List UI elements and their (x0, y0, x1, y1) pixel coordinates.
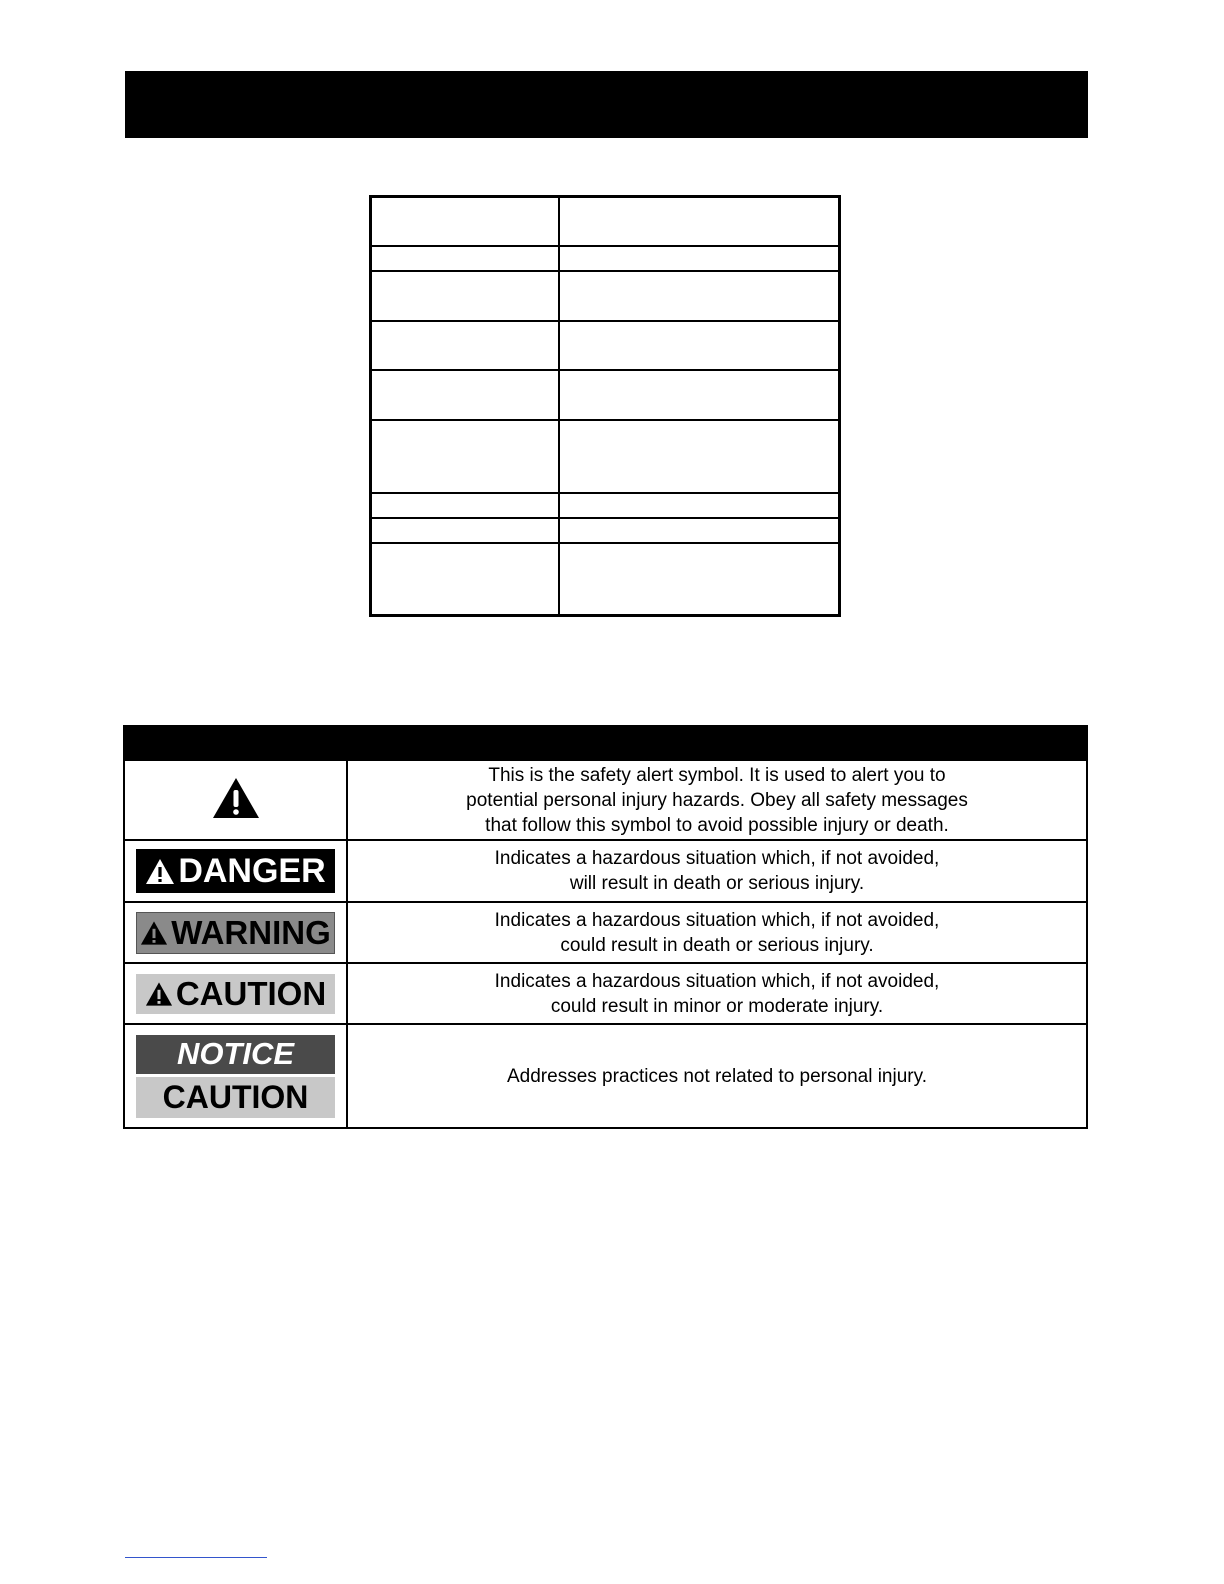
description-line: potential personal injury hazards. Obey all safety messages (466, 789, 968, 811)
spec-key-cell (371, 197, 560, 246)
spec-row (371, 518, 840, 543)
warning-label (136, 912, 335, 954)
safety-symbols-table (123, 725, 1088, 1129)
safety-row-notice (124, 1024, 1087, 1128)
spec-value-cell (559, 493, 840, 518)
safety-alert-icon (211, 776, 261, 820)
safety-description-cell (347, 963, 1087, 1024)
spec-key-cell (371, 246, 560, 271)
safety-description-cell (347, 902, 1087, 963)
safety-symbol-cell (124, 840, 347, 902)
spec-row (371, 246, 840, 271)
spec-value-cell (559, 370, 840, 420)
warning-label-text: WARNING (171, 913, 331, 951)
safety-row-alert (124, 760, 1087, 840)
caution-label (136, 974, 335, 1014)
description-line: Indicates a hazardous situation which, if not avoided, (494, 970, 940, 992)
description-line: Indicates a hazardous situation which, if not avoided, (494, 909, 940, 931)
alert-triangle-icon (140, 920, 168, 946)
safety-row-warning (124, 902, 1087, 963)
spec-key-cell (371, 370, 560, 420)
safety-symbol-cell (124, 760, 347, 840)
spec-row (371, 420, 840, 493)
safety-description-cell (347, 1024, 1087, 1128)
spec-key-cell (371, 271, 560, 321)
spec-key-cell (371, 543, 560, 616)
danger-label (136, 849, 335, 893)
safety-description-cell (347, 760, 1087, 840)
danger-label-text: DANGER (178, 851, 326, 890)
safety-symbol-cell (124, 902, 347, 963)
safety-table-header-cell (124, 726, 1087, 760)
alert-triangle-icon (145, 858, 175, 885)
spec-row (371, 197, 840, 246)
safety-description-cell (347, 840, 1087, 902)
spec-value-cell (559, 321, 840, 370)
safety-symbol-cell (124, 1024, 347, 1128)
spec-row (371, 493, 840, 518)
spec-value-cell (559, 518, 840, 543)
safety-table-header (124, 726, 1087, 760)
safety-row-caution (124, 963, 1087, 1024)
spec-row (371, 370, 840, 420)
description-line: Addresses practices not related to personal injury. (507, 1065, 927, 1087)
spec-key-cell (371, 420, 560, 493)
description-line: that follow this symbol to avoid possible injury or death. (485, 814, 949, 836)
footnote-rule (125, 1557, 267, 1558)
spec-row (371, 543, 840, 616)
section-title-bar (125, 71, 1088, 138)
spec-key-cell (371, 321, 560, 370)
spec-key-cell (371, 518, 560, 543)
spec-row (371, 321, 840, 370)
safety-row-danger (124, 840, 1087, 902)
description-line: Indicates a hazardous situation which, if not avoided, (494, 848, 940, 869)
spec-row (371, 271, 840, 321)
description-line: This is the safety alert symbol. It is used to alert you to (488, 764, 946, 786)
alert-triangle-icon (145, 981, 173, 1007)
safety-symbol-cell (124, 963, 347, 1024)
description-line: will result in death or serious injury. (569, 873, 865, 894)
spec-value-cell (559, 246, 840, 271)
spec-value-cell (559, 543, 840, 616)
description-line: could result in death or serious injury. (560, 934, 874, 956)
notice-label: NOTICE (136, 1035, 335, 1074)
spec-value-cell (559, 197, 840, 246)
spec-value-cell (559, 271, 840, 321)
description-line: could result in minor or moderate injury. (550, 995, 884, 1017)
spec-key-cell (371, 493, 560, 518)
notice-caution-label: CAUTION (136, 1077, 335, 1118)
specifications-table (369, 195, 841, 617)
spec-value-cell (559, 420, 840, 493)
caution-label-text: CAUTION (175, 974, 327, 1012)
